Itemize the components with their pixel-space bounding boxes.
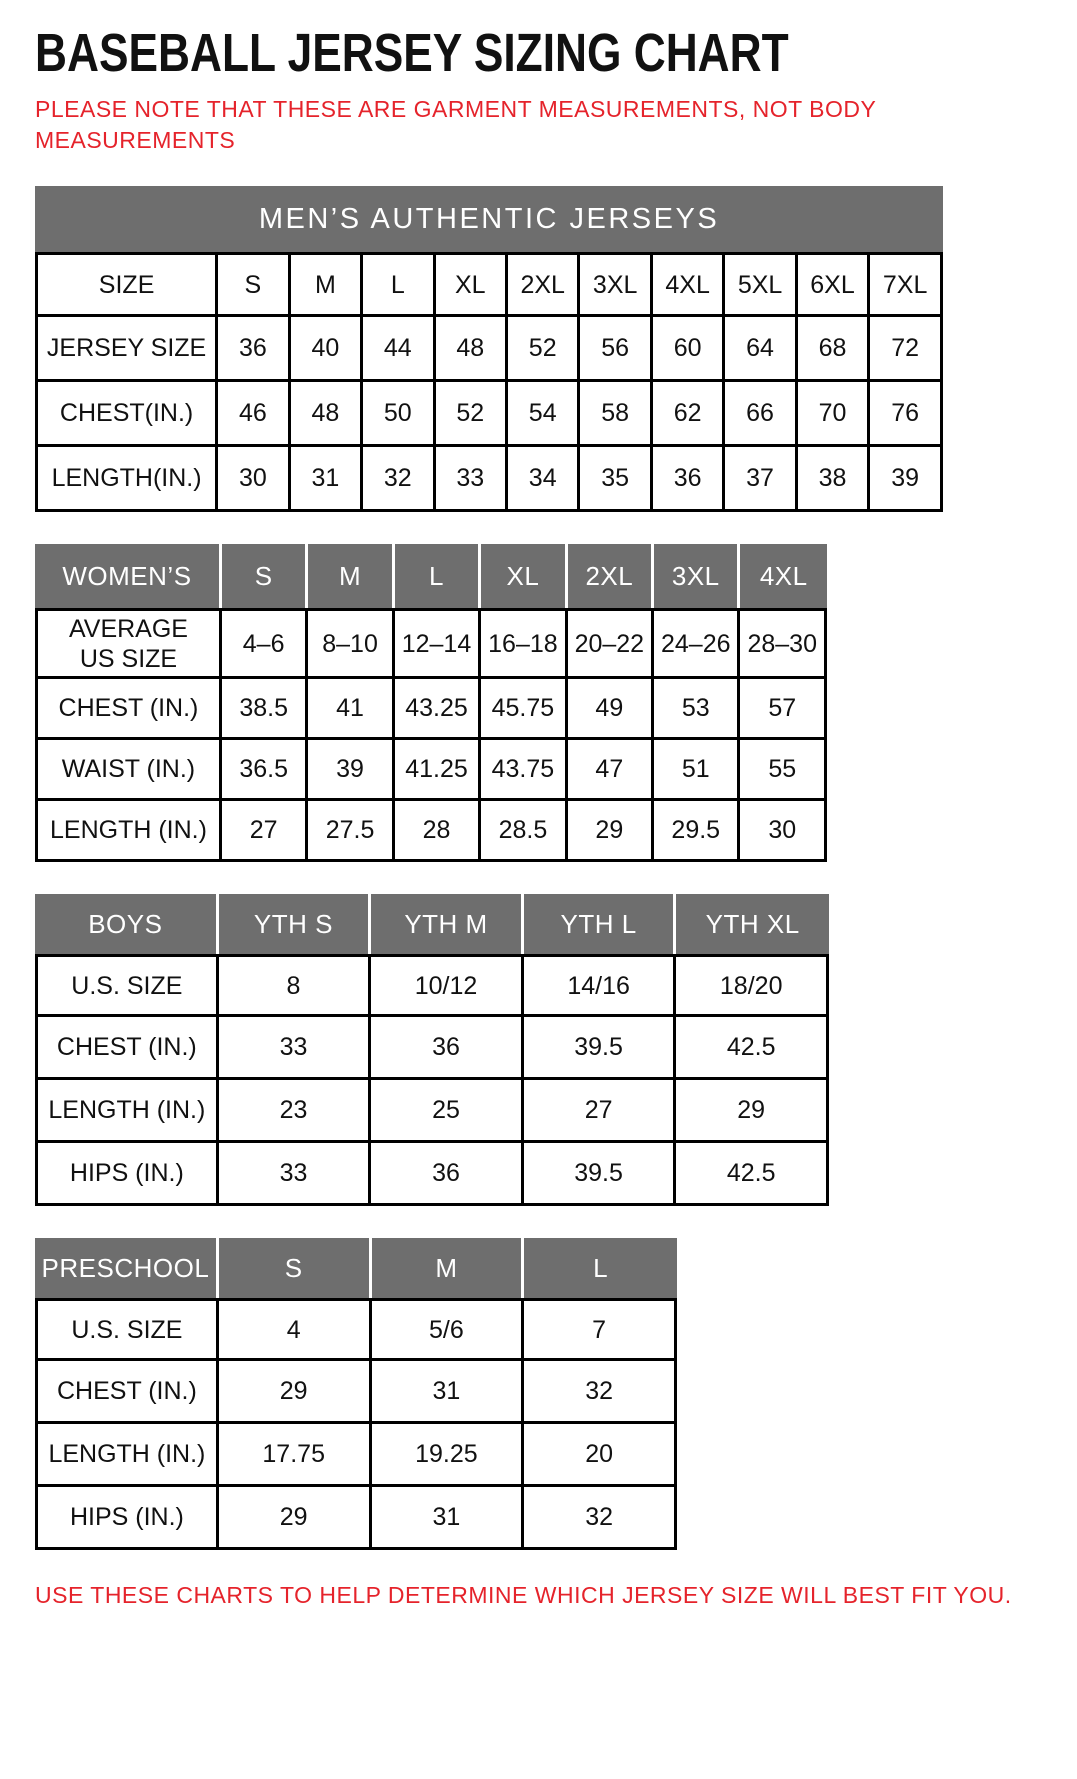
cell-value: 43.25 xyxy=(395,679,481,740)
womens-table xyxy=(35,544,827,862)
cell-value: 7 xyxy=(524,1298,677,1361)
column-header: S xyxy=(219,1238,372,1298)
table-row xyxy=(35,1143,829,1206)
row-label: CHEST (IN.) xyxy=(35,1361,219,1424)
row-label: CHEST (IN.) xyxy=(35,679,222,740)
table-row xyxy=(35,1361,677,1424)
cell-value: 4–6 xyxy=(222,608,308,679)
row-label: LENGTH (IN.) xyxy=(35,1080,219,1143)
cell-value: 31 xyxy=(291,447,363,512)
mens-authentic-jerseys-banner: MEN’S AUTHENTIC JERSEYS xyxy=(35,186,943,252)
preschool-header-label: PRESCHOOL xyxy=(35,1238,219,1298)
cell-value: 31 xyxy=(372,1487,525,1550)
row-label: AVERAGE US SIZE xyxy=(35,608,222,679)
cell-value: 28 xyxy=(395,801,481,862)
cell-value: 36 xyxy=(653,447,725,512)
cell-value: XL xyxy=(436,252,508,317)
cell-value: M xyxy=(291,252,363,317)
table-row xyxy=(35,252,943,317)
cell-value: 4XL xyxy=(653,252,725,317)
cell-value: 25 xyxy=(371,1080,524,1143)
row-label: U.S. SIZE xyxy=(35,1298,219,1361)
cell-value: 24–26 xyxy=(654,608,740,679)
preschool-table xyxy=(35,1238,677,1550)
boys-table xyxy=(35,894,829,1206)
table-row xyxy=(35,1080,829,1143)
cell-value: 6XL xyxy=(798,252,870,317)
cell-value: 36 xyxy=(371,1017,524,1080)
column-header: YTH L xyxy=(524,894,677,954)
row-label: HIPS (IN.) xyxy=(35,1487,219,1550)
cell-value: 32 xyxy=(524,1361,677,1424)
cell-value: 3XL xyxy=(580,252,652,317)
cell-value: 38 xyxy=(798,447,870,512)
column-header: YTH S xyxy=(219,894,372,954)
table-row xyxy=(35,679,827,740)
cell-value: 51 xyxy=(654,740,740,801)
cell-value: L xyxy=(363,252,435,317)
cell-value: 39.5 xyxy=(524,1017,677,1080)
cell-value: 36 xyxy=(371,1143,524,1206)
cell-value: 18/20 xyxy=(676,954,829,1017)
cell-value: 49 xyxy=(568,679,654,740)
cell-value: 48 xyxy=(291,382,363,447)
cell-value: 5XL xyxy=(725,252,797,317)
cell-value: 29 xyxy=(676,1080,829,1143)
cell-value: 52 xyxy=(508,317,580,382)
cell-value: 72 xyxy=(870,317,943,382)
banner-row xyxy=(35,186,943,252)
sizing-chart-page xyxy=(35,16,1042,1609)
table-row xyxy=(35,801,827,862)
cell-value: 17.75 xyxy=(219,1424,372,1487)
page-title: BASEBALL JERSEY SIZING CHART xyxy=(35,23,789,83)
table-row xyxy=(35,382,943,447)
cell-value: 10/12 xyxy=(371,954,524,1017)
row-label: SIZE xyxy=(35,252,218,317)
cell-value: 35 xyxy=(580,447,652,512)
cell-value: 44 xyxy=(363,317,435,382)
womens-header-label: WOMEN’S xyxy=(35,544,222,608)
cell-value: 32 xyxy=(524,1487,677,1550)
cell-value: 47 xyxy=(568,740,654,801)
cell-value: 39 xyxy=(308,740,394,801)
cell-value: 40 xyxy=(291,317,363,382)
column-header: YTH M xyxy=(371,894,524,954)
cell-value: 60 xyxy=(653,317,725,382)
cell-value: 12–14 xyxy=(395,608,481,679)
cell-value: 2XL xyxy=(508,252,580,317)
row-label: LENGTH (IN.) xyxy=(35,1424,219,1487)
footer-note: USE THESE CHARTS TO HELP DETERMINE WHICH JERSEY SIZE WILL BEST FIT YOU. xyxy=(35,1582,1012,1609)
table-row xyxy=(35,1487,677,1550)
cell-value: 57 xyxy=(740,679,827,740)
cell-value: 23 xyxy=(219,1080,372,1143)
cell-value: 20–22 xyxy=(568,608,654,679)
table-row xyxy=(35,1017,829,1080)
table-row xyxy=(35,447,943,512)
column-header: L xyxy=(395,544,481,608)
header-row xyxy=(35,894,829,954)
table-row xyxy=(35,317,943,382)
table-row xyxy=(35,740,827,801)
column-header: S xyxy=(222,544,308,608)
cell-value: 14/16 xyxy=(524,954,677,1017)
boys-header-label: BOYS xyxy=(35,894,219,954)
header-row xyxy=(35,1238,677,1298)
cell-value: 70 xyxy=(798,382,870,447)
cell-value: 37 xyxy=(725,447,797,512)
cell-value: 41 xyxy=(308,679,394,740)
cell-value: 20 xyxy=(524,1424,677,1487)
cell-value: 33 xyxy=(219,1143,372,1206)
cell-value: 46 xyxy=(218,382,290,447)
cell-value: 66 xyxy=(725,382,797,447)
header-row xyxy=(35,544,827,608)
cell-value: 32 xyxy=(363,447,435,512)
column-header: 3XL xyxy=(654,544,740,608)
column-header: XL xyxy=(481,544,567,608)
table-row xyxy=(35,1424,677,1487)
column-header: 4XL xyxy=(740,544,827,608)
cell-value: 30 xyxy=(740,801,827,862)
row-label: HIPS (IN.) xyxy=(35,1143,219,1206)
column-header: 2XL xyxy=(568,544,654,608)
cell-value: 62 xyxy=(653,382,725,447)
cell-value: 29 xyxy=(219,1361,372,1424)
cell-value: 38.5 xyxy=(222,679,308,740)
column-header: M xyxy=(308,544,394,608)
cell-value: 4 xyxy=(219,1298,372,1361)
cell-value: 29.5 xyxy=(654,801,740,862)
cell-value: 30 xyxy=(218,447,290,512)
cell-value: 45.75 xyxy=(481,679,567,740)
row-label: CHEST(IN.) xyxy=(35,382,218,447)
row-label: U.S. SIZE xyxy=(35,954,219,1017)
cell-value: 34 xyxy=(508,447,580,512)
cell-value: 7XL xyxy=(870,252,943,317)
cell-value: 27 xyxy=(524,1080,677,1143)
cell-value: 31 xyxy=(372,1361,525,1424)
cell-value: 54 xyxy=(508,382,580,447)
row-label: JERSEY SIZE xyxy=(35,317,218,382)
cell-value: 36.5 xyxy=(222,740,308,801)
cell-value: 55 xyxy=(740,740,827,801)
row-label: LENGTH(IN.) xyxy=(35,447,218,512)
cell-value: 28–30 xyxy=(740,608,827,679)
cell-value: 5/6 xyxy=(372,1298,525,1361)
cell-value: 36 xyxy=(218,317,290,382)
cell-value: 58 xyxy=(580,382,652,447)
cell-value: 27.5 xyxy=(308,801,394,862)
mens-jerseys-table xyxy=(35,186,943,512)
cell-value: 76 xyxy=(870,382,943,447)
cell-value: 27 xyxy=(222,801,308,862)
measurement-note: PLEASE NOTE THAT THESE ARE GARMENT MEASUREMENTS, NOT BODY MEASUREMENTS xyxy=(35,96,876,154)
cell-value: 68 xyxy=(798,317,870,382)
cell-value: 43.75 xyxy=(481,740,567,801)
cell-value: 33 xyxy=(436,447,508,512)
cell-value: 19.25 xyxy=(372,1424,525,1487)
cell-value: S xyxy=(218,252,290,317)
table-row xyxy=(35,1298,677,1361)
cell-value: 53 xyxy=(654,679,740,740)
cell-value: 42.5 xyxy=(676,1017,829,1080)
row-label: WAIST (IN.) xyxy=(35,740,222,801)
table-row xyxy=(35,954,829,1017)
cell-value: 42.5 xyxy=(676,1143,829,1206)
cell-value: 39 xyxy=(870,447,943,512)
cell-value: 8 xyxy=(219,954,372,1017)
cell-value: 41.25 xyxy=(395,740,481,801)
cell-value: 52 xyxy=(436,382,508,447)
cell-value: 39.5 xyxy=(524,1143,677,1206)
column-header: M xyxy=(372,1238,525,1298)
row-label: CHEST (IN.) xyxy=(35,1017,219,1080)
cell-value: 16–18 xyxy=(481,608,567,679)
cell-value: 56 xyxy=(580,317,652,382)
column-header: YTH XL xyxy=(676,894,829,954)
column-header: L xyxy=(524,1238,677,1298)
cell-value: 33 xyxy=(219,1017,372,1080)
row-label: LENGTH (IN.) xyxy=(35,801,222,862)
cell-value: 8–10 xyxy=(308,608,394,679)
cell-value: 29 xyxy=(568,801,654,862)
cell-value: 64 xyxy=(725,317,797,382)
cell-value: 50 xyxy=(363,382,435,447)
table-row xyxy=(35,608,827,679)
cell-value: 28.5 xyxy=(481,801,567,862)
cell-value: 29 xyxy=(219,1487,372,1550)
cell-value: 48 xyxy=(436,317,508,382)
